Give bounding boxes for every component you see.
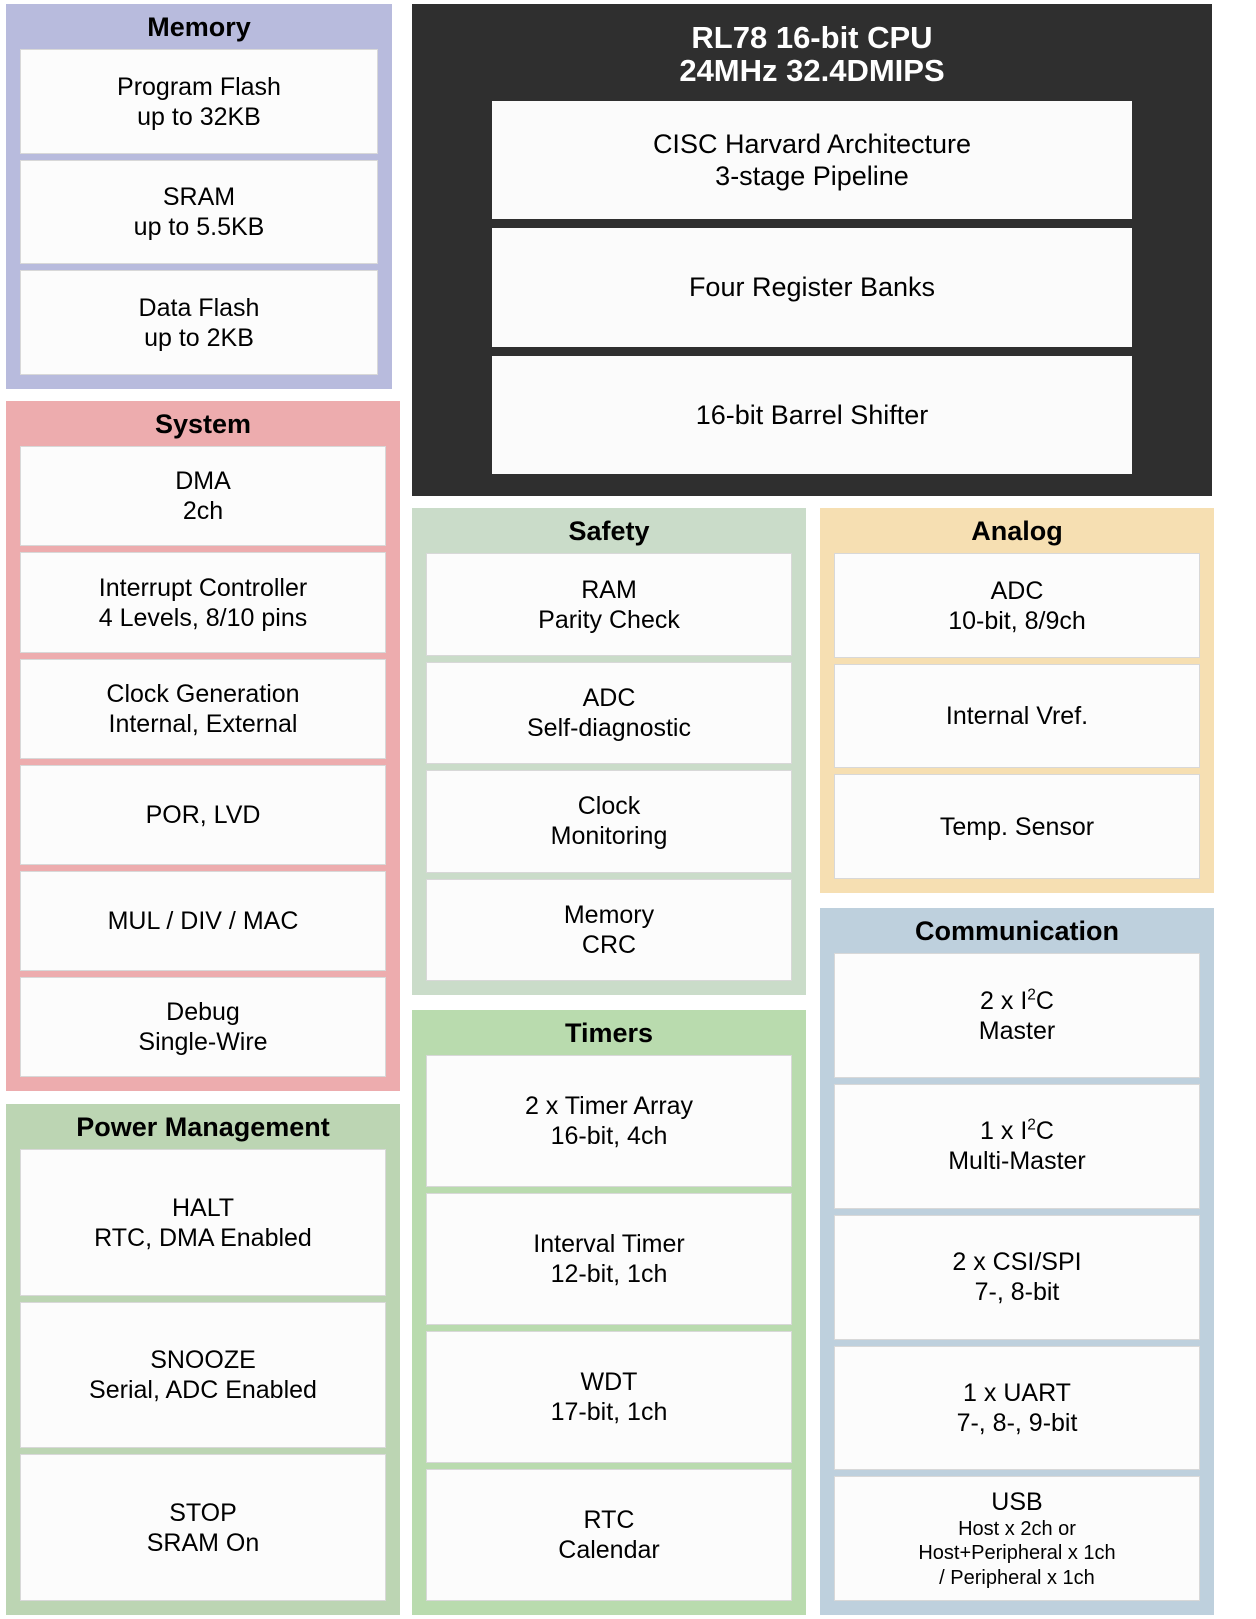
cpu-items — [412, 101, 1212, 496]
item-line-1: Data Flash — [138, 293, 260, 322]
cpu-title — [412, 4, 1212, 101]
system-items — [6, 446, 400, 1091]
communication-item — [834, 1084, 1200, 1209]
system-item — [20, 659, 386, 759]
memory-item — [20, 49, 378, 154]
item-line-2: up to 5.5KB — [133, 213, 265, 242]
analog-block — [820, 508, 1214, 893]
communication-item-usb — [834, 1476, 1200, 1601]
power-management-title: Power Management — [76, 1112, 330, 1142]
timers-items — [412, 1055, 806, 1615]
item-line-1: 2 x Timer Array — [524, 1092, 694, 1121]
analog-item — [834, 774, 1200, 879]
item-line-2: Master — [978, 1016, 1056, 1045]
system-item — [20, 871, 386, 971]
system-title: System — [154, 409, 252, 439]
item-line-1: CISC Harvard Architecture — [652, 128, 972, 159]
cpu-block — [412, 4, 1212, 496]
system-item — [20, 977, 386, 1077]
cpu-item — [492, 356, 1132, 474]
power-item — [20, 1302, 386, 1449]
item-line-2: 7-, 8-, 9-bit — [956, 1408, 1078, 1437]
power-management-items — [6, 1149, 400, 1615]
item-line-1: Memory — [563, 900, 655, 929]
item-line-2: CRC — [581, 930, 637, 959]
power-item — [20, 1149, 386, 1296]
system-item — [20, 765, 386, 865]
item-line-1: 2 x CSI/SPI — [952, 1248, 1082, 1277]
safety-item — [426, 879, 792, 981]
item-line-1: MUL / DIV / MAC — [107, 906, 299, 935]
item-line-2: 4 Levels, 8/10 pins — [98, 603, 308, 632]
memory-item — [20, 160, 378, 265]
item-line-1: 2 x $I^2C$ — [980, 986, 1054, 1015]
item-line-2: up to 2KB — [144, 323, 254, 352]
item-line-1: USB — [991, 1488, 1043, 1517]
system-item — [20, 446, 386, 546]
analog-title: Analog — [971, 516, 1063, 546]
item-line-4: / Peripheral x 1ch — [939, 1566, 1095, 1589]
cpu-item — [492, 228, 1132, 346]
item-line-1: Debug — [166, 997, 240, 1026]
item-line-2: 17-bit, 1ch — [550, 1398, 668, 1427]
item-line-3: Host+Peripheral x 1ch — [918, 1542, 1116, 1565]
item-line-2: Parity Check — [538, 605, 680, 634]
item-line-1: RTC — [583, 1506, 635, 1535]
timers-item — [426, 1055, 792, 1187]
item-line-1: STOP — [169, 1498, 237, 1527]
item-line-1: DMA — [175, 467, 231, 496]
memory-block — [6, 4, 392, 389]
item-line-2: Self-diagnostic — [527, 713, 691, 742]
item-line-2: Single-Wire — [138, 1027, 268, 1056]
timers-item — [426, 1193, 792, 1325]
item-line-1: SRAM — [162, 183, 236, 212]
memory-item — [20, 270, 378, 375]
timers-title: Timers — [564, 1018, 654, 1048]
item-line-1: HALT — [171, 1193, 235, 1222]
item-line-2: Serial, ADC Enabled — [89, 1376, 317, 1405]
item-line-2: RTC, DMA Enabled — [94, 1223, 312, 1252]
item-line-1: 16-bit Barrel Shifter — [695, 399, 929, 430]
communication-title: Communication — [914, 916, 1119, 946]
communication-item — [834, 953, 1200, 1078]
item-line-2: Monitoring — [550, 822, 668, 851]
item-line-2: 12-bit, 1ch — [550, 1260, 668, 1289]
item-line-1: RAM — [581, 575, 637, 604]
safety-item — [426, 553, 792, 655]
safety-block — [412, 508, 806, 995]
cpu-item — [492, 101, 1132, 219]
item-line-1: Interval Timer — [533, 1230, 685, 1259]
item-line-2: SRAM On — [146, 1528, 260, 1557]
item-line-2: 16-bit, 4ch — [550, 1122, 668, 1151]
item-line-2: Multi-Master — [948, 1147, 1086, 1176]
item-line-2: Internal, External — [108, 709, 298, 738]
item-line-1: 1 x UART — [963, 1378, 1071, 1407]
item-line-1: Temp. Sensor — [939, 812, 1095, 841]
item-line-1: WDT — [580, 1368, 638, 1397]
power-management-block — [6, 1104, 400, 1615]
item-line-2: Host x 2ch or — [958, 1518, 1076, 1541]
timers-item — [426, 1331, 792, 1463]
cpu-title-line-1: RL78 16-bit CPU — [691, 20, 933, 55]
item-line-2: 7-, 8-bit — [974, 1278, 1060, 1307]
item-line-1: 1 x $I^2C$ — [980, 1117, 1054, 1146]
item-line-2: 3-stage Pipeline — [715, 161, 909, 192]
timers-block — [412, 1010, 806, 1615]
power-item — [20, 1454, 386, 1601]
item-line-1: ADC — [990, 576, 1044, 605]
item-line-2: 2ch — [182, 497, 224, 526]
safety-title: Safety — [568, 516, 650, 546]
item-line-2: up to 32KB — [137, 102, 261, 131]
item-line-1: ADC — [582, 683, 636, 712]
analog-item — [834, 553, 1200, 658]
safety-item — [426, 770, 792, 872]
communication-items — [820, 953, 1214, 1615]
cpu-title-line-2: 24MHz 32.4DMIPS — [679, 52, 945, 88]
system-item — [20, 552, 386, 652]
system-block — [6, 401, 400, 1091]
communication-item — [834, 1346, 1200, 1471]
communication-item — [834, 1215, 1200, 1340]
memory-items — [6, 49, 392, 389]
item-line-1: Clock — [577, 792, 641, 821]
analog-items — [820, 553, 1214, 893]
timers-item — [426, 1469, 792, 1601]
item-line-1: Four Register Banks — [688, 272, 936, 303]
item-line-1: POR, LVD — [145, 800, 261, 829]
analog-item — [834, 664, 1200, 769]
item-line-2: Calendar — [558, 1536, 660, 1565]
item-line-2: 10-bit, 8/9ch — [948, 606, 1086, 635]
item-line-1: SNOOZE — [150, 1346, 256, 1375]
communication-block — [820, 908, 1214, 1615]
item-line-1: Clock Generation — [106, 679, 300, 708]
safety-item — [426, 662, 792, 764]
memory-title: Memory — [147, 12, 251, 42]
item-line-1: Interrupt Controller — [98, 573, 308, 602]
item-line-1: Program Flash — [117, 72, 281, 101]
item-line-1: Internal Vref. — [945, 702, 1089, 731]
safety-items — [412, 553, 806, 995]
